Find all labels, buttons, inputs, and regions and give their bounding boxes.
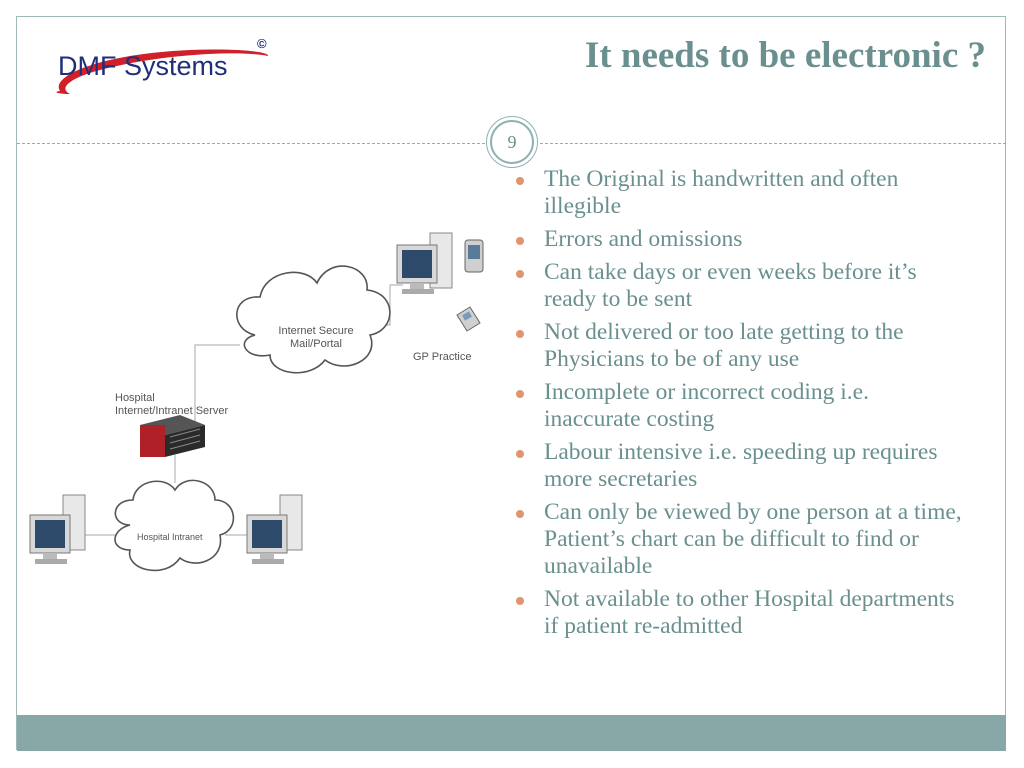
divider-line — [540, 143, 1006, 144]
mobile-phone-icon — [457, 307, 480, 331]
bullet-dot-icon — [516, 597, 524, 605]
bullet-list — [512, 166, 962, 646]
workstation-right-icon — [247, 495, 302, 564]
company-logo — [40, 36, 275, 106]
bullet-item — [512, 259, 962, 313]
copyright-symbol: © — [257, 36, 267, 51]
footer-bar — [17, 715, 1006, 751]
server-icon — [140, 415, 205, 457]
divider-line — [17, 143, 485, 144]
bullet-text: Not delivered or too late getting to the Physicians to be of any use — [544, 319, 904, 372]
bullet-text: The Original is handwritten and often illegible — [544, 166, 899, 219]
bullet-dot-icon — [516, 510, 524, 518]
bullet-item — [512, 226, 962, 253]
internet-cloud-icon — [237, 266, 390, 373]
intranet-cloud-label: Hospital Intranet — [137, 532, 203, 542]
slide-title: It needs to be electronic ? — [584, 35, 986, 76]
bullet-item — [512, 319, 962, 373]
bullet-text: Can take days or even weeks before it’s ready to be sent — [544, 259, 917, 312]
gp-practice-label: GP Practice — [413, 351, 472, 363]
bullet-text: Incomplete or incorrect coding i.e. inaccurate costing — [544, 379, 869, 432]
slide-number-badge — [486, 116, 538, 168]
bullet-item — [512, 439, 962, 493]
bullet-dot-icon — [516, 237, 524, 245]
pda-icon — [465, 240, 483, 272]
slide-number: 9 — [490, 120, 534, 164]
internet-cloud-label: Internet Secure Mail/Portal — [278, 325, 354, 350]
bullet-item — [512, 499, 962, 580]
bullet-item — [512, 166, 962, 220]
bullet-text: Can only be viewed by one person at a time, Patient’s chart can be difficult to find or unavailable — [544, 499, 962, 579]
network-diagram — [25, 225, 495, 595]
bullet-text: Labour intensive i.e. speeding up requires more secretaries — [544, 439, 938, 492]
gp-computer-icon — [397, 233, 452, 294]
bullet-item — [512, 379, 962, 433]
bullet-dot-icon — [516, 270, 524, 278]
bullet-text: Errors and omissions — [544, 226, 743, 252]
bullet-dot-icon — [516, 450, 524, 458]
bullet-item — [512, 586, 962, 640]
bullet-dot-icon — [516, 330, 524, 338]
bullet-text: Not available to other Hospital departments if patient re-admitted — [544, 586, 955, 639]
bullet-dot-icon — [516, 177, 524, 185]
logo-text: DMF Systems — [58, 51, 228, 81]
workstation-left-icon — [30, 495, 85, 564]
bullet-dot-icon — [516, 390, 524, 398]
intranet-cloud-icon — [115, 480, 233, 570]
server-label: Hospital Internet/Intranet Server — [115, 392, 229, 417]
